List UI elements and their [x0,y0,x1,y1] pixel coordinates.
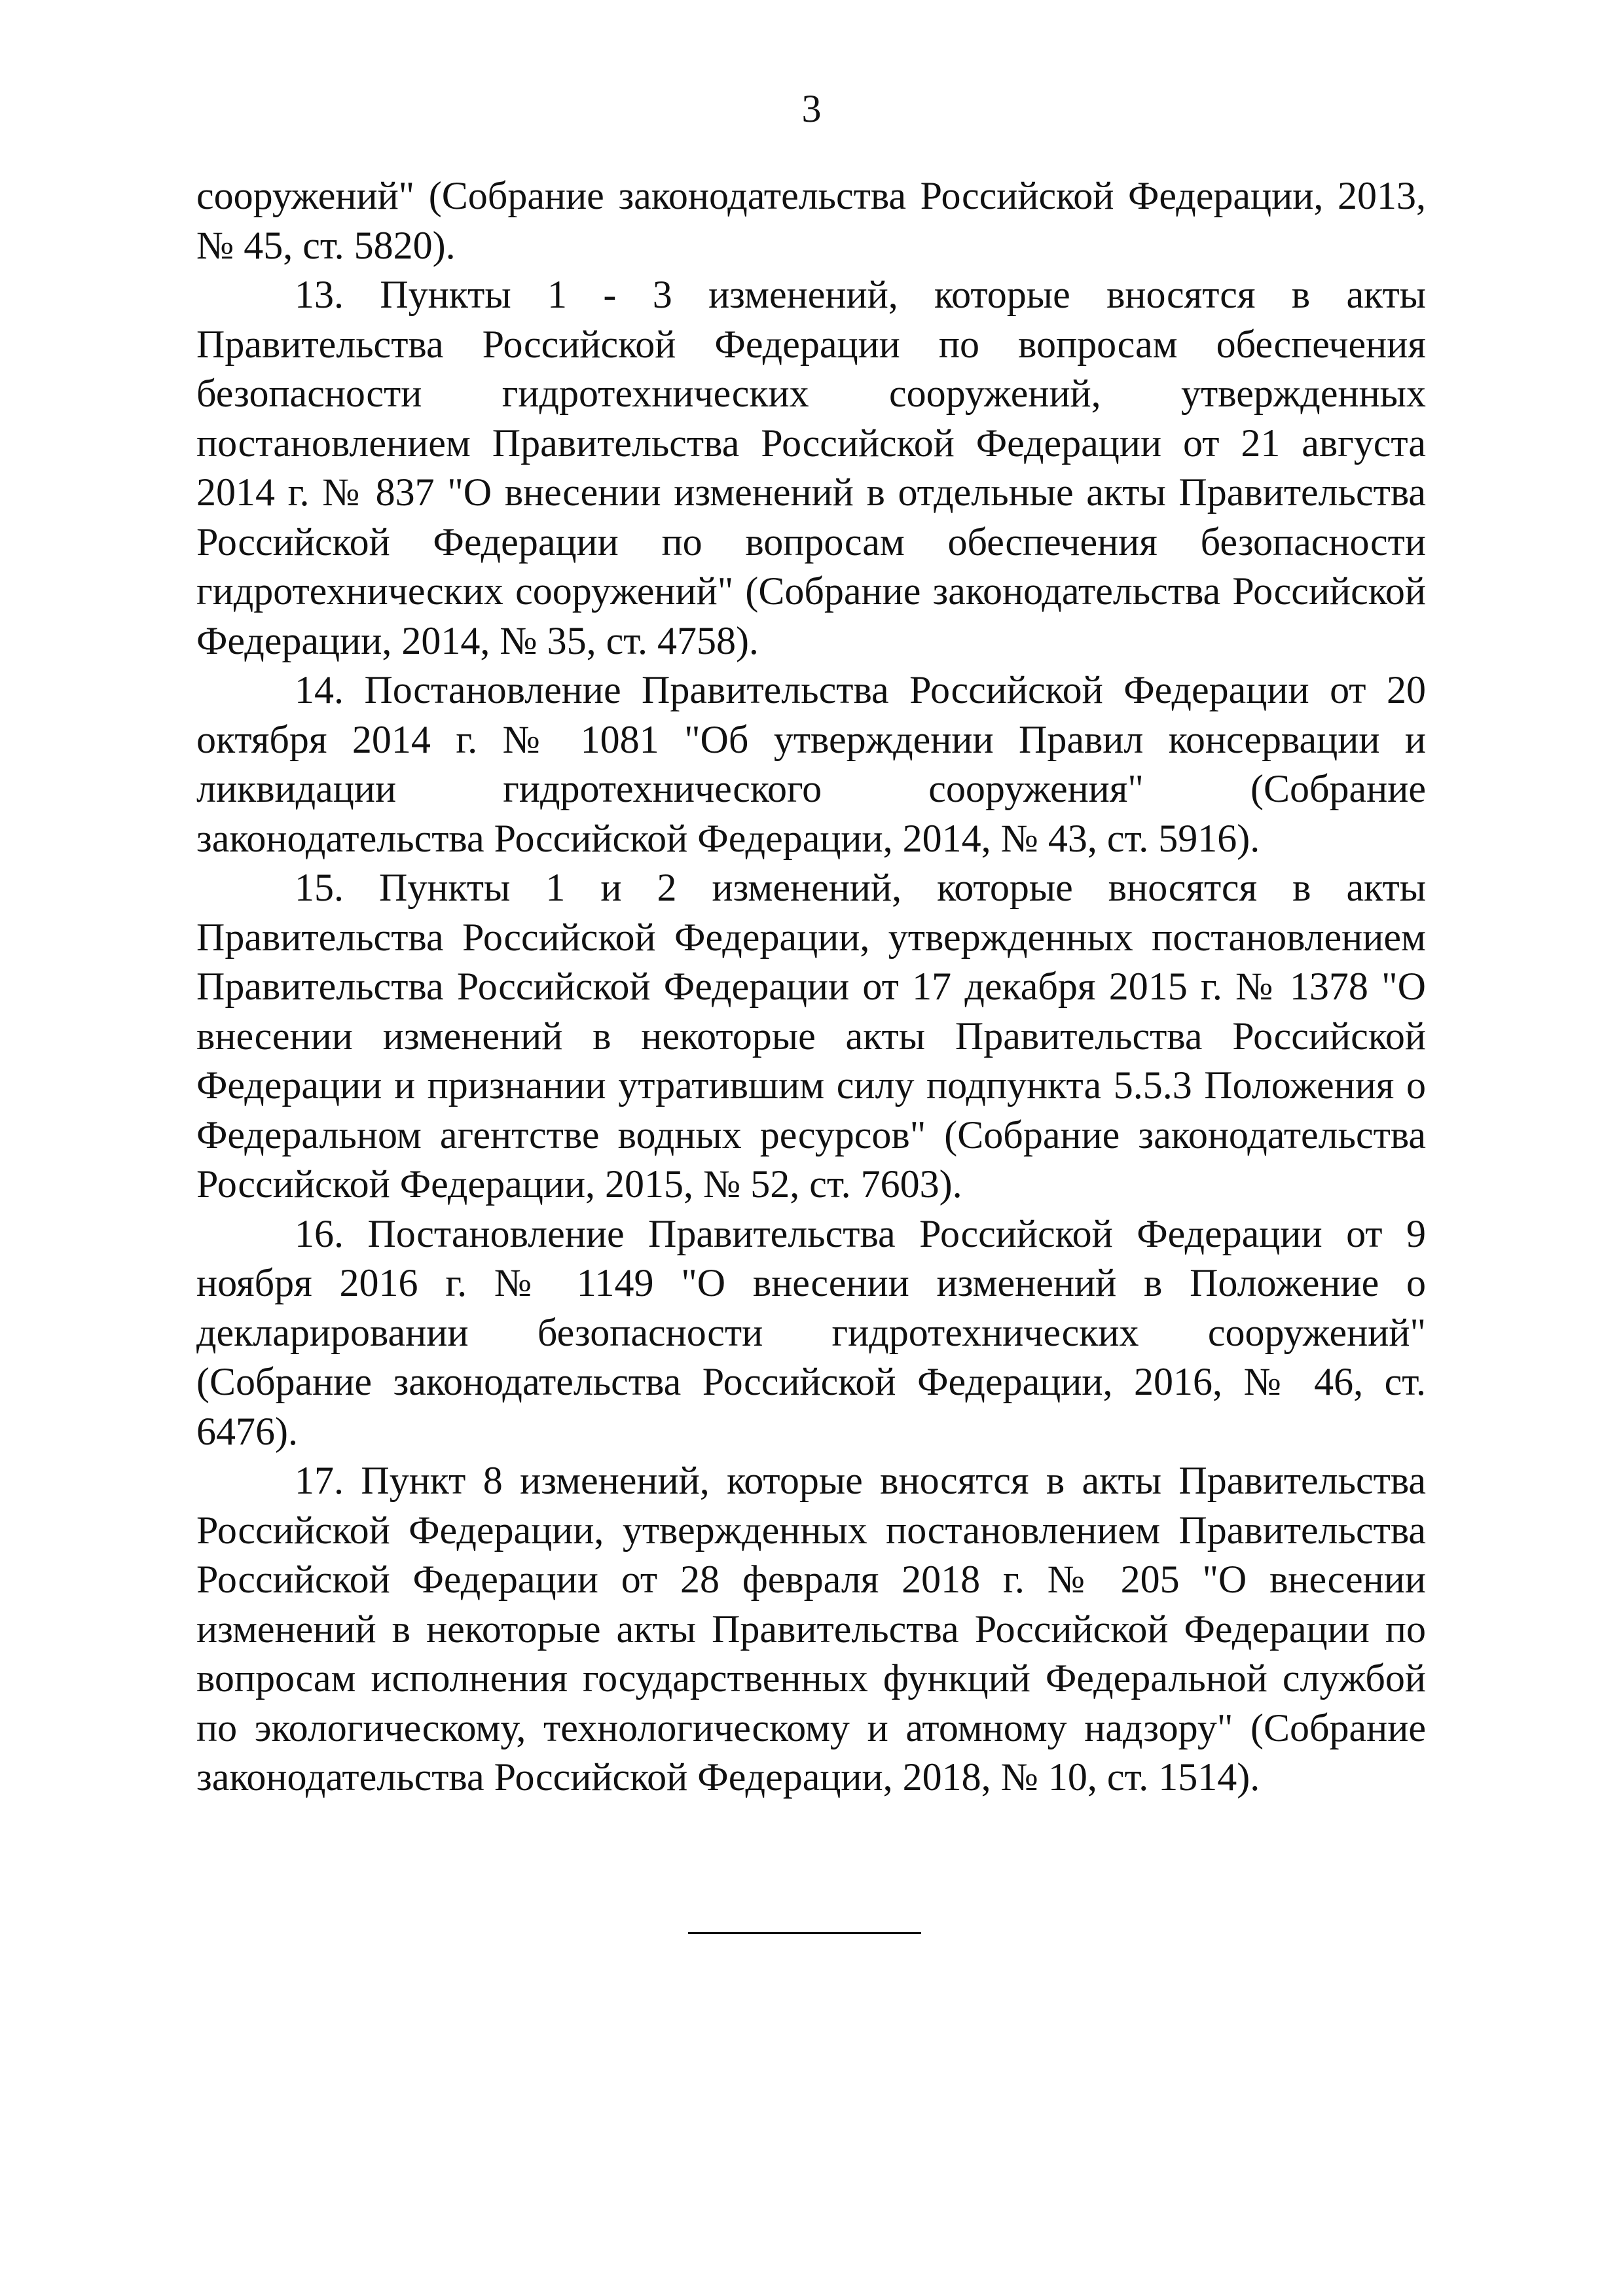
document-body [196,171,1426,1803]
paragraph-continuation: сооружений" (Собрание законодательства Российской Федерации, 2013, № 45, ст. 5820). [196,174,1426,267]
closing-divider-line [688,1932,921,1934]
paragraph-item-15: 15. Пункты 1 и 2 изменений, которые вносятся в акты Правительства Российской Федерации, утвержденных постановлением Правительства Российской Федерации от 17 декабря 2015 г. № 1378 "О внесении изменений в некоторые акты Правительства Российской Федерации и признании утратившим силу подпункта 5.5.3 Положения о Федеральном агентстве водных ресурсов" (Собрание законодательства Российской Федерации, 2015, № 52, ст. 7603). [196,866,1426,1206]
paragraph-item-16: 16. Постановление Правительства Российской Федерации от 9 ноября 2016 г. № 1149 "О внесении изменений в Положение о декларировании безопасности гидротехнических сооружений" (Собрание законодательства Российской Федерации, 2016, № 46, ст. 6476). [196,1211,1426,1453]
paragraph-item-13: 13. Пункты 1 - 3 изменений, которые вносятся в акты Правительства Российской Федерации по вопросам обеспечения безопасности гидротехнических сооружений, утвержденных постановлением Правительства Российской Федерации от 21 августа 2014 г. № 837 "О внесении изменений в отдельные акты Правительства Российской Федерации по вопросам обеспечения безопасности гидротехнических сооружений" (Собрание законодательства Российской Федерации, 2014, № 35, ст. 4758). [196,273,1426,662]
paragraph-item-14: 14. Постановление Правительства Российской Федерации от 20 октября 2014 г. № 1081 "Об утверждении Правил консервации и ликвидации гидротехнического сооружения" (Собрание законодательства Российской Федерации, 2014, № 43, ст. 5916). [196,668,1426,860]
page-number: 3 [801,87,822,130]
paragraph-item-17: 17. Пункт 8 изменений, которые вносятся в акты Правительства Российской Федерации, утвержденных постановлением Правительства Российской Федерации от 28 февраля 2018 г. № 205 "О внесении изменений в некоторые акты Правительства Российской Федерации по вопросам исполнения государственных функций Федеральной службой по экологическому, технологическому и атомному надзору" (Собрание законодательства Российской Федерации, 2018, № 10, ст. 1514). [196,1459,1426,1799]
